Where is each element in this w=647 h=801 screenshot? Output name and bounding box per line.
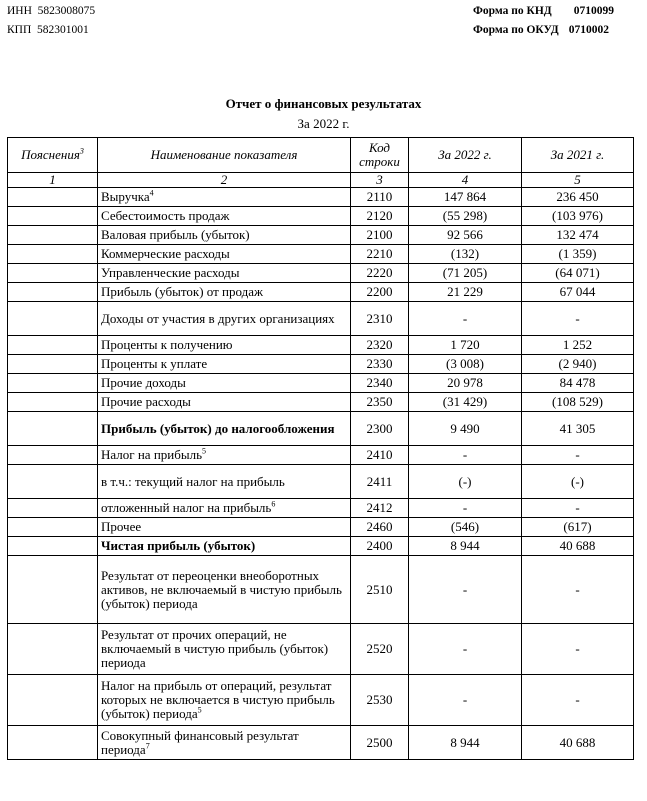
indicator-name: Чистая прибыль (убыток) — [98, 537, 351, 556]
value-2021: - — [522, 302, 634, 336]
value-2022: 9 490 — [409, 412, 522, 446]
table-row — [8, 283, 634, 302]
value-2022: (-) — [409, 465, 522, 499]
indicator-name: Доходы от участия в других организациях — [98, 302, 351, 336]
table-row — [8, 465, 634, 499]
value-2022: (71 205) — [409, 264, 522, 283]
value-2022: - — [409, 556, 522, 624]
notes-cell — [8, 624, 98, 675]
table-header-row — [8, 138, 634, 173]
knd-value: 0710099 — [573, 5, 614, 17]
table-row — [8, 537, 634, 556]
col-number: 3 — [351, 173, 409, 188]
header-notes: Пояснения$^3$ — [8, 138, 98, 173]
header-name: Наименование показателя — [98, 138, 351, 173]
okud-value: 0710002 — [568, 24, 609, 36]
value-2022: - — [409, 624, 522, 675]
line-code: 2340 — [351, 374, 409, 393]
line-code: 2220 — [351, 264, 409, 283]
indicator-name: Коммерческие расходы — [98, 245, 351, 264]
value-2022: (546) — [409, 518, 522, 537]
inn-value: 5823008075 — [37, 5, 96, 17]
notes-cell — [8, 446, 98, 465]
table-row — [8, 264, 634, 283]
value-2021: 236 450 — [522, 188, 634, 207]
notes-cell — [8, 336, 98, 355]
inn-label: ИНН — [7, 5, 32, 17]
table-row — [8, 355, 634, 374]
indicator-name: отложенный налог на прибыль$^6$ — [98, 499, 351, 518]
indicator-name: Прочее — [98, 518, 351, 537]
line-code: 2100 — [351, 226, 409, 245]
table-row — [8, 336, 634, 355]
indicator-name: Прочие расходы — [98, 393, 351, 412]
line-code: 2510 — [351, 556, 409, 624]
table-row — [8, 726, 634, 760]
line-code: 2520 — [351, 624, 409, 675]
notes-cell — [8, 188, 98, 207]
kpp-line — [7, 23, 89, 37]
value-2022: 21 229 — [409, 283, 522, 302]
notes-cell — [8, 393, 98, 412]
value-2022: (132) — [409, 245, 522, 264]
value-2022: 8 944 — [409, 726, 522, 760]
table-row — [8, 675, 634, 726]
value-2022: 147 864 — [409, 188, 522, 207]
notes-cell — [8, 355, 98, 374]
value-2021: - — [522, 499, 634, 518]
value-2021: 40 688 — [522, 537, 634, 556]
notes-cell — [8, 207, 98, 226]
notes-cell — [8, 302, 98, 336]
value-2022: (3 008) — [409, 355, 522, 374]
value-2021: 40 688 — [522, 726, 634, 760]
table-row — [8, 412, 634, 446]
value-2022: (31 429) — [409, 393, 522, 412]
line-code: 2410 — [351, 446, 409, 465]
kpp-value: 582301001 — [37, 24, 89, 36]
line-code: 2110 — [351, 188, 409, 207]
line-code: 2330 — [351, 355, 409, 374]
table-row — [8, 226, 634, 245]
column-number-row — [8, 173, 634, 188]
indicator-name: Налог на прибыль$^5$ — [98, 446, 351, 465]
notes-cell — [8, 245, 98, 264]
table-row — [8, 518, 634, 537]
col-number: 1 — [8, 173, 98, 188]
value-2021: - — [522, 675, 634, 726]
line-code: 2500 — [351, 726, 409, 760]
notes-cell — [8, 412, 98, 446]
line-code: 2120 — [351, 207, 409, 226]
line-code: 2300 — [351, 412, 409, 446]
financial-results-table — [7, 137, 634, 760]
inn-line — [7, 4, 95, 18]
knd-label: Форма по КНД — [473, 5, 552, 17]
value-2021: (103 976) — [522, 207, 634, 226]
header-code: Код строки — [351, 138, 409, 173]
table-row — [8, 374, 634, 393]
header-2022: За 2022 г. — [409, 138, 522, 173]
table-row — [8, 446, 634, 465]
line-code: 2530 — [351, 675, 409, 726]
value-2021: 1 252 — [522, 336, 634, 355]
value-2022: 1 720 — [409, 336, 522, 355]
value-2021: 67 044 — [522, 283, 634, 302]
line-code: 2460 — [351, 518, 409, 537]
table-row — [8, 207, 634, 226]
value-2022: 8 944 — [409, 537, 522, 556]
value-2022: 20 978 — [409, 374, 522, 393]
indicator-name: Себестоимость продаж — [98, 207, 351, 226]
line-code: 2412 — [351, 499, 409, 518]
indicator-name: Прочие доходы — [98, 374, 351, 393]
notes-cell — [8, 675, 98, 726]
value-2021: - — [522, 624, 634, 675]
value-2021: (2 940) — [522, 355, 634, 374]
value-2021: 132 474 — [522, 226, 634, 245]
table-row — [8, 302, 634, 336]
indicator-name: Управленческие расходы — [98, 264, 351, 283]
notes-cell — [8, 283, 98, 302]
indicator-name: Проценты к уплате — [98, 355, 351, 374]
indicator-name: Налог на прибыль от операций, результат которых не включается в чистую прибыль (убыток) периода$^5$ — [98, 675, 351, 726]
value-2021: - — [522, 446, 634, 465]
col-number: 4 — [409, 173, 522, 188]
table-row — [8, 499, 634, 518]
table-row — [8, 393, 634, 412]
line-code: 2411 — [351, 465, 409, 499]
indicator-name: Результат от прочих операций, не включаемый в чистую прибыль (убыток) периода — [98, 624, 351, 675]
line-code: 2400 — [351, 537, 409, 556]
value-2021: 41 305 — [522, 412, 634, 446]
value-2022: 92 566 — [409, 226, 522, 245]
value-2022: (55 298) — [409, 207, 522, 226]
notes-cell — [8, 465, 98, 499]
knd-line — [473, 4, 614, 18]
indicator-name: Прибыль (убыток) до налогообложения — [98, 412, 351, 446]
notes-cell — [8, 374, 98, 393]
value-2021: (617) — [522, 518, 634, 537]
indicator-name: Совокупный финансовый результат периода$^7$ — [98, 726, 351, 760]
line-code: 2210 — [351, 245, 409, 264]
indicator-name: Проценты к получению — [98, 336, 351, 355]
notes-cell — [8, 264, 98, 283]
indicator-name: Прибыль (убыток) от продаж — [98, 283, 351, 302]
col-number: 2 — [98, 173, 351, 188]
line-code: 2350 — [351, 393, 409, 412]
indicator-name: Выручка$^4$ — [98, 188, 351, 207]
notes-cell — [8, 226, 98, 245]
notes-cell — [8, 726, 98, 760]
report-period: За 2022 г. — [297, 116, 350, 131]
value-2021: (64 071) — [522, 264, 634, 283]
value-2022: - — [409, 499, 522, 518]
notes-cell — [8, 556, 98, 624]
value-2021: (1 359) — [522, 245, 634, 264]
indicator-name: Результат от переоценки внеоборотных активов, не включаемый в чистую прибыль (убыток) периода — [98, 556, 351, 624]
table-row — [8, 556, 634, 624]
line-code: 2320 — [351, 336, 409, 355]
value-2022: - — [409, 302, 522, 336]
table-row — [8, 245, 634, 264]
value-2021: - — [522, 556, 634, 624]
line-code: 2310 — [351, 302, 409, 336]
notes-cell — [8, 499, 98, 518]
okud-line — [473, 23, 609, 37]
value-2022: - — [409, 675, 522, 726]
report-title: Отчет о финансовых результатах — [225, 96, 422, 111]
value-2021: (-) — [522, 465, 634, 499]
col-number: 5 — [522, 173, 634, 188]
indicator-name: Валовая прибыль (убыток) — [98, 226, 351, 245]
notes-cell — [8, 518, 98, 537]
table-row — [8, 188, 634, 207]
value-2022: - — [409, 446, 522, 465]
value-2021: 84 478 — [522, 374, 634, 393]
table-row — [8, 624, 634, 675]
kpp-label: КПП — [7, 24, 32, 36]
indicator-name: в т.ч.: текущий налог на прибыль — [98, 465, 351, 499]
header-2021: За 2021 г. — [522, 138, 634, 173]
notes-cell — [8, 537, 98, 556]
value-2021: (108 529) — [522, 393, 634, 412]
line-code: 2200 — [351, 283, 409, 302]
okud-label: Форма по ОКУД — [473, 24, 559, 36]
